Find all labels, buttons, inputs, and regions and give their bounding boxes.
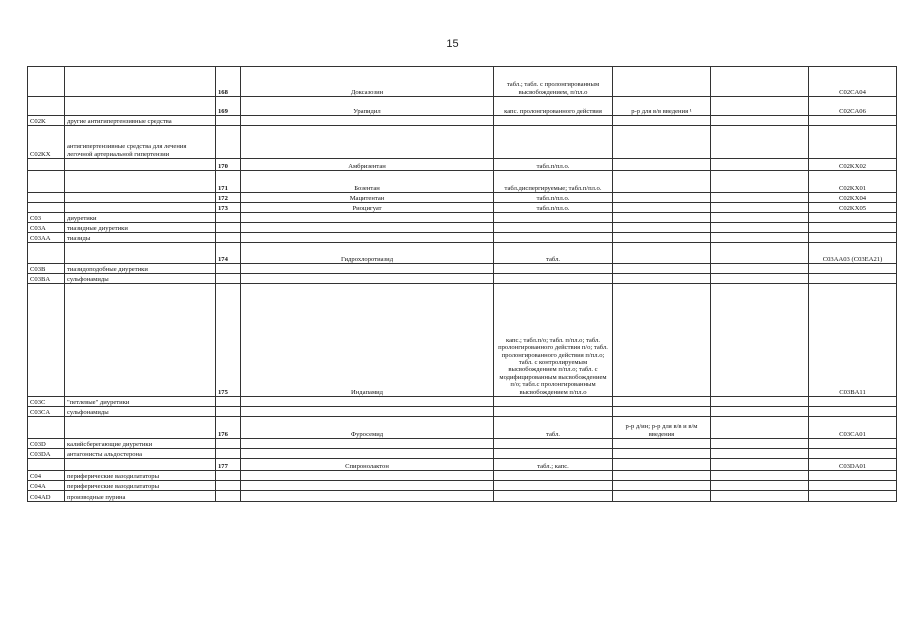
- table-cell-empty: [711, 223, 809, 233]
- table-cell-empty: [711, 439, 809, 449]
- table-cell-description: диуретики: [65, 213, 216, 223]
- table-cell-code: [28, 159, 65, 171]
- table-row: [28, 97, 897, 116]
- table-cell-dosage-form-extra: [613, 243, 711, 264]
- table-cell-dosage-form-extra: [613, 233, 711, 243]
- table-cell-code: [28, 243, 65, 264]
- table-row: [28, 223, 897, 233]
- table-cell-description: [65, 459, 216, 471]
- table-cell-description: сульфонамиды: [65, 407, 216, 417]
- table-cell-atc-code: [809, 233, 897, 243]
- table-cell-dosage-form-extra: [613, 67, 711, 97]
- table-cell-drug-name: [241, 116, 494, 126]
- table-cell-code: C04A: [28, 481, 65, 491]
- table-cell-dosage-form: [494, 481, 613, 491]
- table-cell-atc-code: C02KX02: [809, 159, 897, 171]
- table-cell-drug-name: Бозентан: [241, 171, 494, 193]
- table-cell-code: C02KX: [28, 126, 65, 159]
- table-cell-dosage-form: [494, 439, 613, 449]
- table-cell-number: [216, 116, 241, 126]
- table-cell-atc-code: C03AA03 (C03EA21): [809, 243, 897, 264]
- table-cell-dosage-form: капс. пролонгированного действия: [494, 97, 613, 116]
- table-cell-dosage-form: [494, 471, 613, 481]
- table-cell-dosage-form: [494, 233, 613, 243]
- table-cell-drug-name: [241, 274, 494, 284]
- table-cell-dosage-form-extra: [613, 159, 711, 171]
- table-cell-number: [216, 481, 241, 491]
- table-cell-empty: [711, 284, 809, 397]
- table-cell-atc-code: [809, 481, 897, 491]
- table-cell-description: калийсберегающие диуретики: [65, 439, 216, 449]
- table-cell-dosage-form: [494, 491, 613, 502]
- table-cell-code: C03AA: [28, 233, 65, 243]
- table-cell-number: [216, 223, 241, 233]
- table-cell-dosage-form-extra: [613, 213, 711, 223]
- table-row: [28, 491, 897, 502]
- table-row: [28, 233, 897, 243]
- table-cell-description: антигипертензивные средства для лечения легочной артериальной гипертензии: [65, 126, 216, 159]
- table-cell-dosage-form-extra: [613, 264, 711, 274]
- table-row: [28, 481, 897, 491]
- table-cell-atc-code: C02KX01: [809, 171, 897, 193]
- table-row: [28, 284, 897, 397]
- table-cell-code: C04AD: [28, 491, 65, 502]
- page-number: 15: [446, 38, 459, 50]
- table-cell-empty: [711, 459, 809, 471]
- table-row: [28, 159, 897, 171]
- table-cell-drug-name: Урапидил: [241, 97, 494, 116]
- table-cell-code: [28, 459, 65, 471]
- table-cell-empty: [711, 171, 809, 193]
- table-cell-code: C03CA: [28, 407, 65, 417]
- table-cell-code: [28, 203, 65, 213]
- table-cell-dosage-form: табл.; капс.: [494, 459, 613, 471]
- table-cell-drug-name: [241, 213, 494, 223]
- table-cell-description: [65, 203, 216, 213]
- table-cell-description: тиазидные диуретики: [65, 223, 216, 233]
- table-cell-number: 174: [216, 243, 241, 264]
- table-cell-dosage-form: табл.диспергируемые; табл.п/пл.о.: [494, 171, 613, 193]
- table-cell-number: 173: [216, 203, 241, 213]
- table-cell-number: [216, 439, 241, 449]
- table-cell-empty: [711, 203, 809, 213]
- table-cell-drug-name: [241, 407, 494, 417]
- table-cell-description: [65, 67, 216, 97]
- table-cell-code: C02K: [28, 116, 65, 126]
- table-cell-code: [28, 417, 65, 439]
- table-cell-empty: [711, 243, 809, 264]
- table-cell-drug-name: Индапамид: [241, 284, 494, 397]
- table-cell-code: [28, 97, 65, 116]
- table-cell-code: C03C: [28, 397, 65, 407]
- table-row: [28, 203, 897, 213]
- table-cell-number: 177: [216, 459, 241, 471]
- table-cell-dosage-form-extra: [613, 126, 711, 159]
- table-cell-empty: [711, 264, 809, 274]
- table-cell-empty: [711, 417, 809, 439]
- table-cell-empty: [711, 481, 809, 491]
- table-cell-dosage-form-extra: [613, 223, 711, 233]
- table-cell-atc-code: [809, 213, 897, 223]
- table-cell-empty: [711, 274, 809, 284]
- table-cell-dosage-form: [494, 223, 613, 233]
- table-cell-code: [28, 171, 65, 193]
- table-cell-dosage-form: табл.: [494, 417, 613, 439]
- table-cell-description: [65, 97, 216, 116]
- table-cell-empty: [711, 97, 809, 116]
- table-cell-number: [216, 491, 241, 502]
- table-cell-empty: [711, 159, 809, 171]
- table-row: [28, 67, 897, 97]
- table-cell-description: производные пурина: [65, 491, 216, 502]
- table-cell-atc-code: C02CA06: [809, 97, 897, 116]
- table-cell-number: 176: [216, 417, 241, 439]
- table-cell-dosage-form-extra: [613, 193, 711, 203]
- table-cell-drug-name: Риоцигуат: [241, 203, 494, 213]
- table-row: [28, 193, 897, 203]
- table-cell-atc-code: [809, 126, 897, 159]
- table-cell-dosage-form-extra: [613, 491, 711, 502]
- table-cell-dosage-form: табл.п/пл.о.: [494, 193, 613, 203]
- table-cell-atc-code: [809, 274, 897, 284]
- table-cell-empty: [711, 213, 809, 223]
- table-cell-dosage-form: [494, 449, 613, 459]
- table-cell-number: 168: [216, 67, 241, 97]
- drug-table: [27, 66, 897, 502]
- table-cell-description: [65, 159, 216, 171]
- table-cell-dosage-form-extra: [613, 171, 711, 193]
- table-cell-dosage-form: табл.: [494, 243, 613, 264]
- table-cell-empty: [711, 193, 809, 203]
- table-row: [28, 397, 897, 407]
- table-cell-dosage-form-extra: [613, 407, 711, 417]
- table-cell-atc-code: C03DA01: [809, 459, 897, 471]
- table-cell-description: "петлевые" диуретики: [65, 397, 216, 407]
- table-cell-code: C03DA: [28, 449, 65, 459]
- table-row: [28, 417, 897, 439]
- table-cell-empty: [711, 233, 809, 243]
- table-cell-empty: [711, 67, 809, 97]
- table-cell-code: C03B: [28, 264, 65, 274]
- table-cell-description: [65, 243, 216, 264]
- table-cell-number: [216, 274, 241, 284]
- table-cell-number: [216, 407, 241, 417]
- table-cell-code: [28, 193, 65, 203]
- table-cell-dosage-form-extra: [613, 471, 711, 481]
- table-row: [28, 126, 897, 159]
- table-cell-dosage-form-extra: [613, 481, 711, 491]
- table-cell-code: [28, 67, 65, 97]
- table-cell-atc-code: [809, 439, 897, 449]
- table-cell-atc-code: C02CA04: [809, 67, 897, 97]
- table-cell-number: [216, 126, 241, 159]
- table-cell-drug-name: [241, 471, 494, 481]
- table-cell-empty: [711, 116, 809, 126]
- table-cell-dosage-form: табл.; табл. с пролонгированным высвобождением, п/пл.о: [494, 67, 613, 97]
- table-cell-code: C03: [28, 213, 65, 223]
- table-cell-drug-name: [241, 481, 494, 491]
- table-cell-drug-name: [241, 397, 494, 407]
- table-cell-description: [65, 417, 216, 439]
- table-cell-description: сульфонамиды: [65, 274, 216, 284]
- table-cell-dosage-form: капс.; табл.п/о; табл. п/пл.о; табл. пролонгированного действия п/о; табл. пролонгированного действия п/пл.о; табл. с контролируемым высвобождением п/пл.о; табл. с модифицированным высвобождением п/о; табл.с пролонгированным высвобождением п/пл.о: [494, 284, 613, 397]
- table-cell-description: периферические вазодилататоры: [65, 481, 216, 491]
- table-cell-atc-code: C03BA11: [809, 284, 897, 397]
- table-cell-atc-code: [809, 471, 897, 481]
- table-cell-code: C03A: [28, 223, 65, 233]
- table-row: [28, 116, 897, 126]
- table-cell-number: 169: [216, 97, 241, 116]
- table-cell-dosage-form: [494, 116, 613, 126]
- table-cell-code: [28, 284, 65, 397]
- table-cell-dosage-form: табл.п/пл.о.: [494, 203, 613, 213]
- table-cell-drug-name: [241, 264, 494, 274]
- table-cell-dosage-form-extra: [613, 203, 711, 213]
- table-cell-drug-name: Гидрохлоротиазид: [241, 243, 494, 264]
- table-cell-description: тиазиды: [65, 233, 216, 243]
- table-cell-description: [65, 284, 216, 397]
- table-row: [28, 264, 897, 274]
- table-cell-drug-name: Доксазозин: [241, 67, 494, 97]
- table-cell-atc-code: C03CA01: [809, 417, 897, 439]
- table-row: [28, 407, 897, 417]
- table-cell-number: [216, 397, 241, 407]
- table-cell-dosage-form-extra: [613, 397, 711, 407]
- table-cell-description: тиазидоподобные диуретики: [65, 264, 216, 274]
- table-cell-drug-name: Спиронолактон: [241, 459, 494, 471]
- table-cell-dosage-form-extra: [613, 284, 711, 397]
- table-cell-number: 172: [216, 193, 241, 203]
- table-cell-number: 170: [216, 159, 241, 171]
- table-cell-number: [216, 264, 241, 274]
- table-cell-dosage-form-extra: [613, 459, 711, 471]
- table-cell-drug-name: [241, 233, 494, 243]
- table-cell-drug-name: Фуросемид: [241, 417, 494, 439]
- table-cell-atc-code: C02KX04: [809, 193, 897, 203]
- table-cell-description: антагонисты альдостерона: [65, 449, 216, 459]
- table-cell-description: другие антигипертензивные средства: [65, 116, 216, 126]
- table-cell-dosage-form: [494, 397, 613, 407]
- table-cell-description: [65, 171, 216, 193]
- table-cell-number: [216, 471, 241, 481]
- table-cell-dosage-form: [494, 264, 613, 274]
- table-cell-empty: [711, 126, 809, 159]
- table-cell-number: 175: [216, 284, 241, 397]
- table-cell-empty: [711, 471, 809, 481]
- table-cell-code: C03D: [28, 439, 65, 449]
- table-cell-dosage-form-extra: р-р для в/в введения ¹: [613, 97, 711, 116]
- table-cell-empty: [711, 407, 809, 417]
- table-cell-empty: [711, 397, 809, 407]
- table-cell-number: 171: [216, 171, 241, 193]
- table-cell-atc-code: [809, 223, 897, 233]
- table-cell-dosage-form-extra: [613, 439, 711, 449]
- table-row: [28, 459, 897, 471]
- table-cell-drug-name: [241, 449, 494, 459]
- table-row: [28, 243, 897, 264]
- table-row: [28, 171, 897, 193]
- table-cell-description: периферические вазодилататоры: [65, 471, 216, 481]
- table-cell-description: [65, 193, 216, 203]
- table-cell-dosage-form-extra: [613, 449, 711, 459]
- table-cell-number: [216, 213, 241, 223]
- table-cell-atc-code: C02KX05: [809, 203, 897, 213]
- table-cell-empty: [711, 491, 809, 502]
- table-cell-dosage-form: [494, 126, 613, 159]
- table-cell-number: [216, 449, 241, 459]
- table-cell-atc-code: [809, 449, 897, 459]
- table-cell-dosage-form: [494, 407, 613, 417]
- table-cell-dosage-form-extra: р-р д/ин; р-р для в/в и в/м введения: [613, 417, 711, 439]
- table-cell-atc-code: [809, 407, 897, 417]
- table-cell-code: C04: [28, 471, 65, 481]
- table-cell-atc-code: [809, 116, 897, 126]
- table-cell-dosage-form-extra: [613, 116, 711, 126]
- table-cell-drug-name: [241, 439, 494, 449]
- table-cell-drug-name: Мацитентан: [241, 193, 494, 203]
- table-cell-dosage-form: [494, 213, 613, 223]
- table-cell-drug-name: [241, 491, 494, 502]
- table-cell-atc-code: [809, 264, 897, 274]
- table-cell-code: C03BA: [28, 274, 65, 284]
- table-cell-atc-code: [809, 397, 897, 407]
- table-cell-number: [216, 233, 241, 243]
- table-row: [28, 449, 897, 459]
- table-cell-dosage-form: [494, 274, 613, 284]
- table-cell-atc-code: [809, 491, 897, 502]
- table-cell-drug-name: Амбризентан: [241, 159, 494, 171]
- table-row: [28, 439, 897, 449]
- table-cell-dosage-form-extra: [613, 274, 711, 284]
- table-cell-dosage-form: табл.п/пл.о.: [494, 159, 613, 171]
- table-row: [28, 471, 897, 481]
- table-cell-empty: [711, 449, 809, 459]
- table-row: [28, 274, 897, 284]
- table-cell-drug-name: [241, 223, 494, 233]
- table-cell-drug-name: [241, 126, 494, 159]
- table-row: [28, 213, 897, 223]
